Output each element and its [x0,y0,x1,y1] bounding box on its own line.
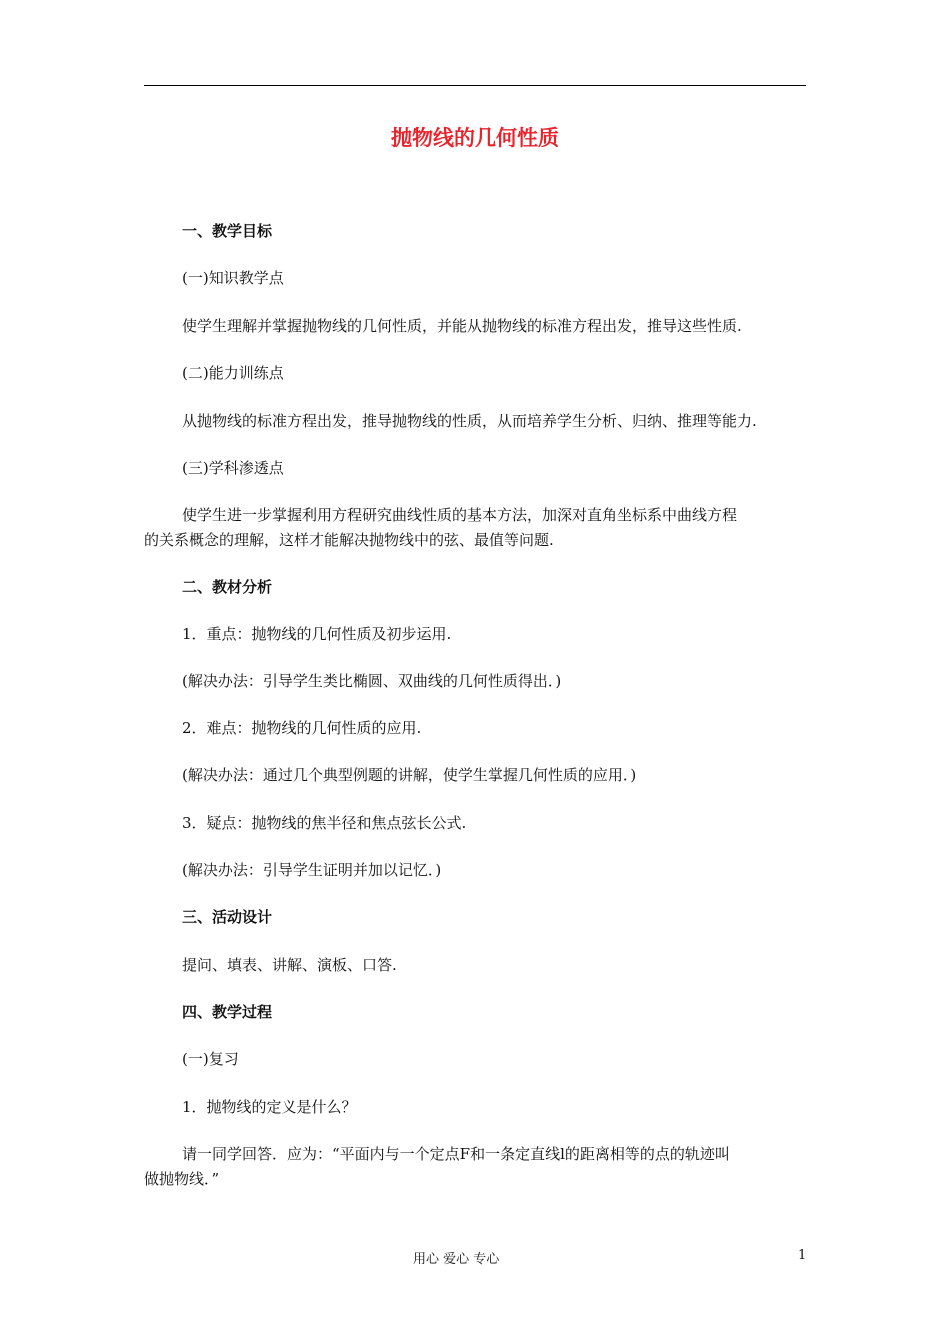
solution-key-point: (解决办法：引导学生类比椭圆、双曲线的几何性质得出．) [182,672,562,690]
section-heading-objectives: 一、教学目标 [182,222,273,240]
paragraph-answer-1: 请一同学回答．应为：“平面内与一个定点F和一条定直线l的距离相等的点的轨迹叫 [182,1145,730,1163]
subheading-ability: (二)能力训练点 [182,364,284,382]
footer-slogan: 用心 爱心 专心 [413,1252,500,1267]
subheading-penetration: (三)学科渗透点 [182,459,284,477]
header-rule [144,85,806,86]
paragraph-answer-2: 做抛物线．” [144,1170,220,1188]
paragraph-ability: 从抛物线的标准方程出发，推导抛物线的性质，从而培养学生分析、归纳、推理等能力. [182,412,757,430]
page-number: 1 [798,1248,807,1263]
paragraph-activities: 提问、填表、讲解、演板、口答. [182,956,397,974]
paragraph-penetration-2: 的关系概念的理解，这样才能解决抛物线中的弦、最值等问题. [144,531,554,549]
list-item-difficulty: 2．难点：抛物线的几何性质的应用. [182,719,422,737]
solution-difficulty: (解决办法：通过几个典型例题的讲解，使学生掌握几何性质的应用．) [182,766,637,784]
section-heading-analysis: 二、教材分析 [182,578,273,596]
paragraph-penetration-1: 使学生进一步掌握利用方程研究曲线性质的基本方法，加深对直角坐标系中曲线方程 [182,506,738,524]
section-heading-activities: 三、活动设计 [182,908,273,926]
list-item-key-point: 1．重点：抛物线的几何性质及初步运用. [182,625,452,643]
list-item-doubt: 3．疑点：抛物线的焦半径和焦点弦长公式. [182,814,467,832]
solution-doubt: (解决办法：引导学生证明并加以记忆．) [182,861,442,879]
section-heading-process: 四、教学过程 [182,1003,273,1021]
list-item-definition-question: 1．抛物线的定义是什么？ [182,1098,357,1116]
subheading-review: (一)复习 [182,1050,239,1068]
subheading-knowledge: (一)知识教学点 [182,269,284,287]
document-title: 抛物线的几何性质 [391,125,559,150]
paragraph-knowledge: 使学生理解并掌握抛物线的几何性质，并能从抛物线的标准方程出发，推导这些性质. [182,317,742,335]
